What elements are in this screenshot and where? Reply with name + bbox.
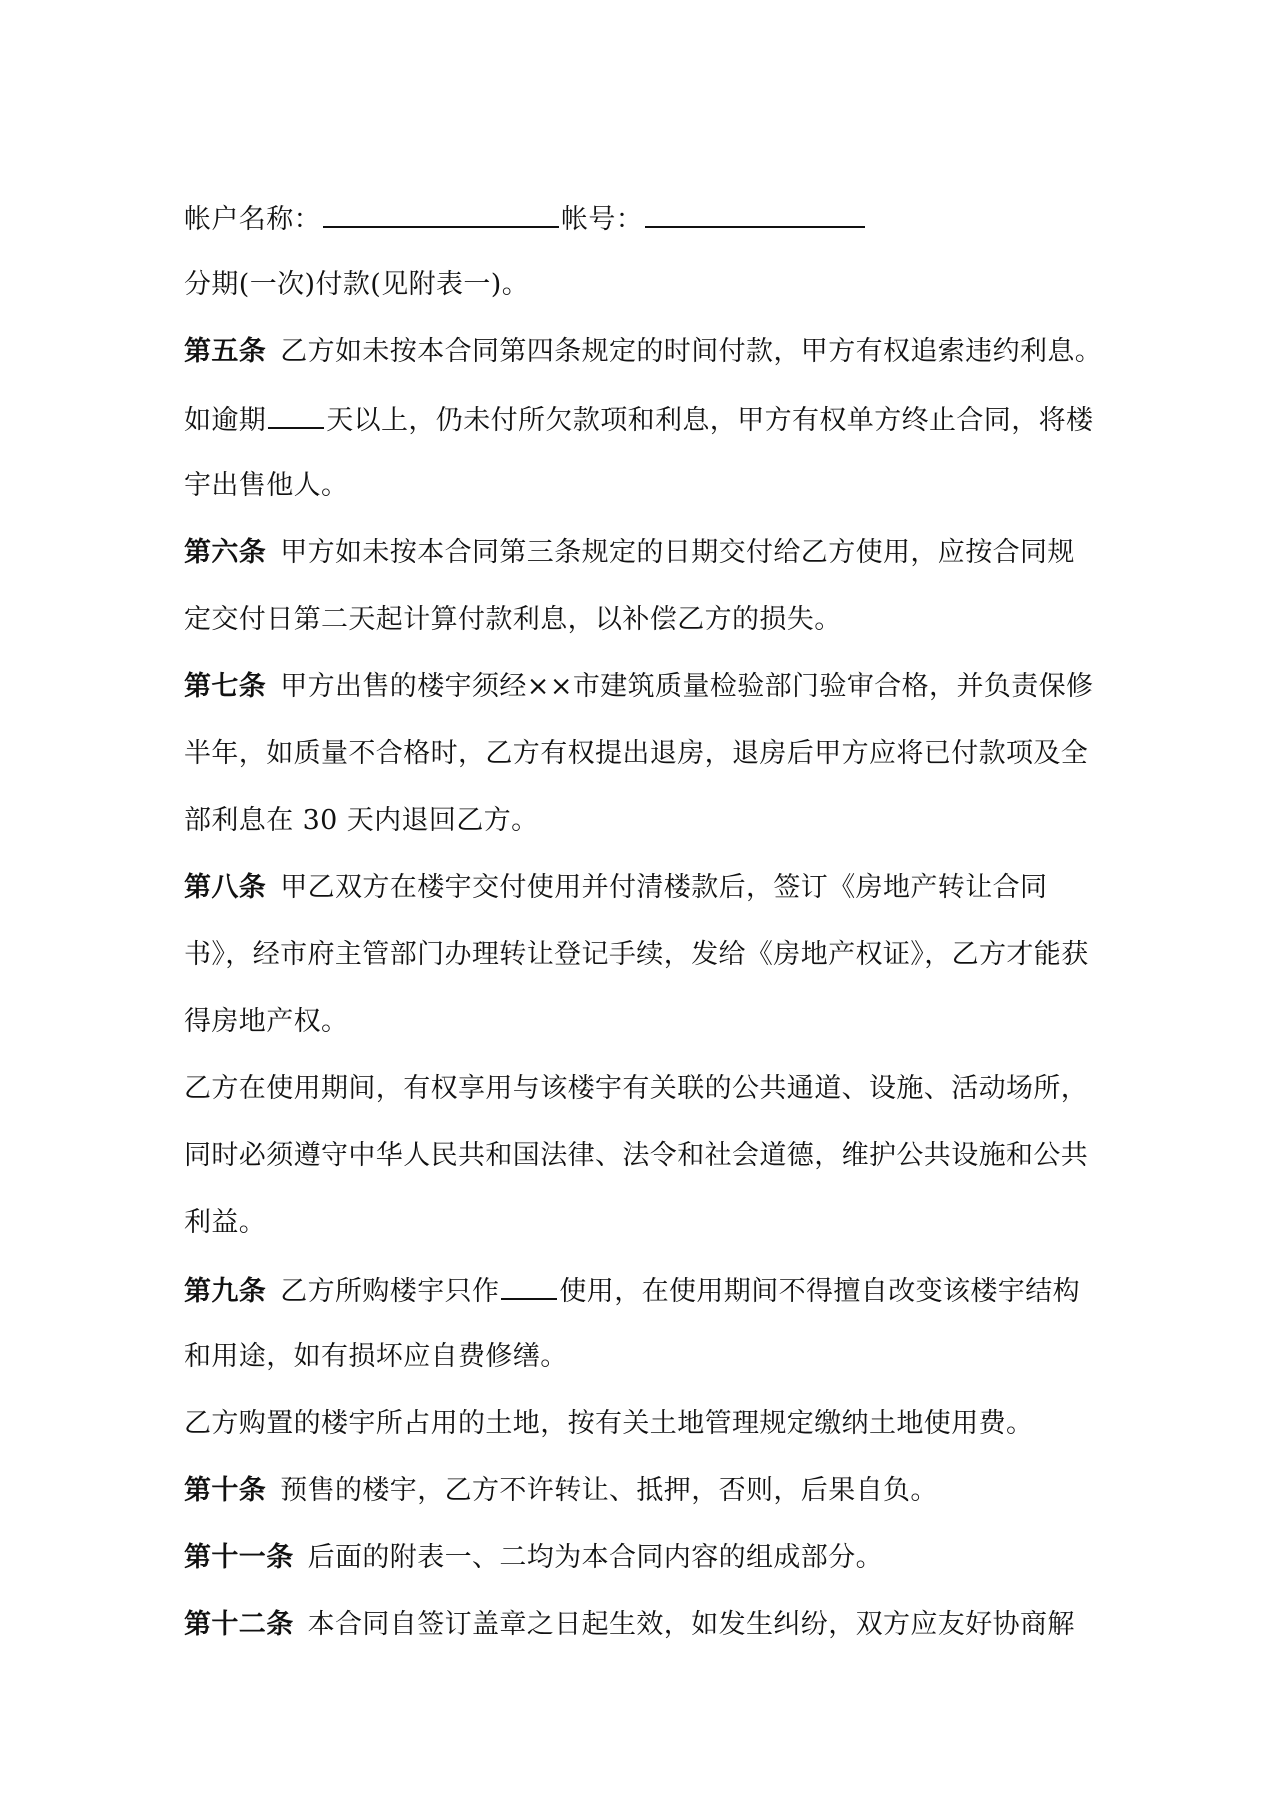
article8-heading: 第八条 — [184, 872, 267, 903]
article7-line3: 部利息在 30 天内退回乙方。 — [184, 805, 539, 836]
article9-text1a: 乙方所购楼宇只作 — [280, 1276, 500, 1307]
usage-line3: 利益。 — [184, 1207, 267, 1238]
article11-heading: 第十一条 — [184, 1542, 294, 1573]
article9-line1 — [184, 1272, 1080, 1310]
usage-line1: 乙方在使用期间，有权享用与该楼宇有关联的公共通道、设施、活动场所， — [184, 1073, 1089, 1104]
usage-line2: 同时必须遵守中华人民共和国法律、法令和社会道德，维护公共设施和公共 — [184, 1140, 1089, 1171]
article10-text: 预售的楼宇，乙方不许转让、抵押，否则，后果自负。 — [280, 1475, 938, 1506]
article9-heading: 第九条 — [184, 1276, 267, 1307]
article5-heading: 第五条 — [184, 336, 267, 367]
article7-line2: 半年，如质量不合格时，乙方有权提出退房，退房后甲方应将已付款项及全 — [184, 738, 1089, 769]
account-number-blank — [645, 200, 865, 228]
article12-line — [184, 1607, 1075, 1643]
article5-line1 — [184, 334, 1102, 370]
article8-line3: 得房地产权。 — [184, 1006, 349, 1037]
article9-line2: 和用途，如有损坏应自费修缮。 — [184, 1341, 568, 1372]
article5-line2 — [184, 401, 1093, 439]
account-name-blank — [323, 200, 559, 228]
article12-heading: 第十二条 — [184, 1609, 294, 1640]
article10-line — [184, 1473, 938, 1509]
article6-heading: 第六条 — [184, 537, 267, 568]
article5-line3: 宇出售他人。 — [184, 470, 349, 501]
article7-line1 — [184, 669, 1093, 705]
usage-purpose-blank — [501, 1272, 557, 1300]
article8-line1 — [184, 870, 1047, 906]
article8-line2: 书》，经市府主管部门办理转让登记手续，发给《房地产权证》，乙方才能获 — [184, 939, 1089, 970]
installment-line: 分期(一次)付款(见附表一)。 — [184, 269, 530, 300]
article7-text1: 甲方出售的楼宇须经××市建筑质量检验部门验审合格，并负责保修 — [280, 671, 1094, 702]
article5-text2b: 天以上，仍未付所欠款项和利息，甲方有权单方终止合同，将楼 — [326, 405, 1094, 436]
article5-text1: 乙方如未按本合同第四条规定的时间付款，甲方有权追索违约利息。 — [280, 336, 1103, 367]
overdue-days-blank — [268, 401, 324, 429]
article6-text1: 甲方如未按本合同第三条规定的日期交付给乙方使用，应按合同规 — [280, 537, 1075, 568]
article8-text1: 甲乙双方在楼宇交付使用并付清楼款后，签订《房地产转让合同 — [280, 872, 1048, 903]
article11-line — [184, 1540, 883, 1576]
article9-text1b: 使用，在使用期间不得擅自改变该楼宇结构 — [559, 1276, 1081, 1307]
account-number-label: 帐号： — [561, 204, 644, 235]
article6-line2: 定交付日第二天起计算付款利息，以补偿乙方的损失。 — [184, 604, 842, 635]
account-name-label: 帐户名称： — [184, 204, 321, 235]
article11-text: 后面的附表一、二均为本合同内容的组成部分。 — [307, 1542, 884, 1573]
account-line — [184, 200, 867, 238]
land-paragraph: 乙方购置的楼宇所占用的土地，按有关土地管理规定缴纳土地使用费。 — [184, 1408, 1034, 1439]
article5-text2a: 如逾期 — [184, 405, 267, 436]
article7-heading: 第七条 — [184, 671, 267, 702]
article6-line1 — [184, 535, 1075, 571]
article12-text: 本合同自签订盖章之日起生效，如发生纠纷，双方应友好协商解 — [307, 1609, 1075, 1640]
article10-heading: 第十条 — [184, 1475, 267, 1506]
